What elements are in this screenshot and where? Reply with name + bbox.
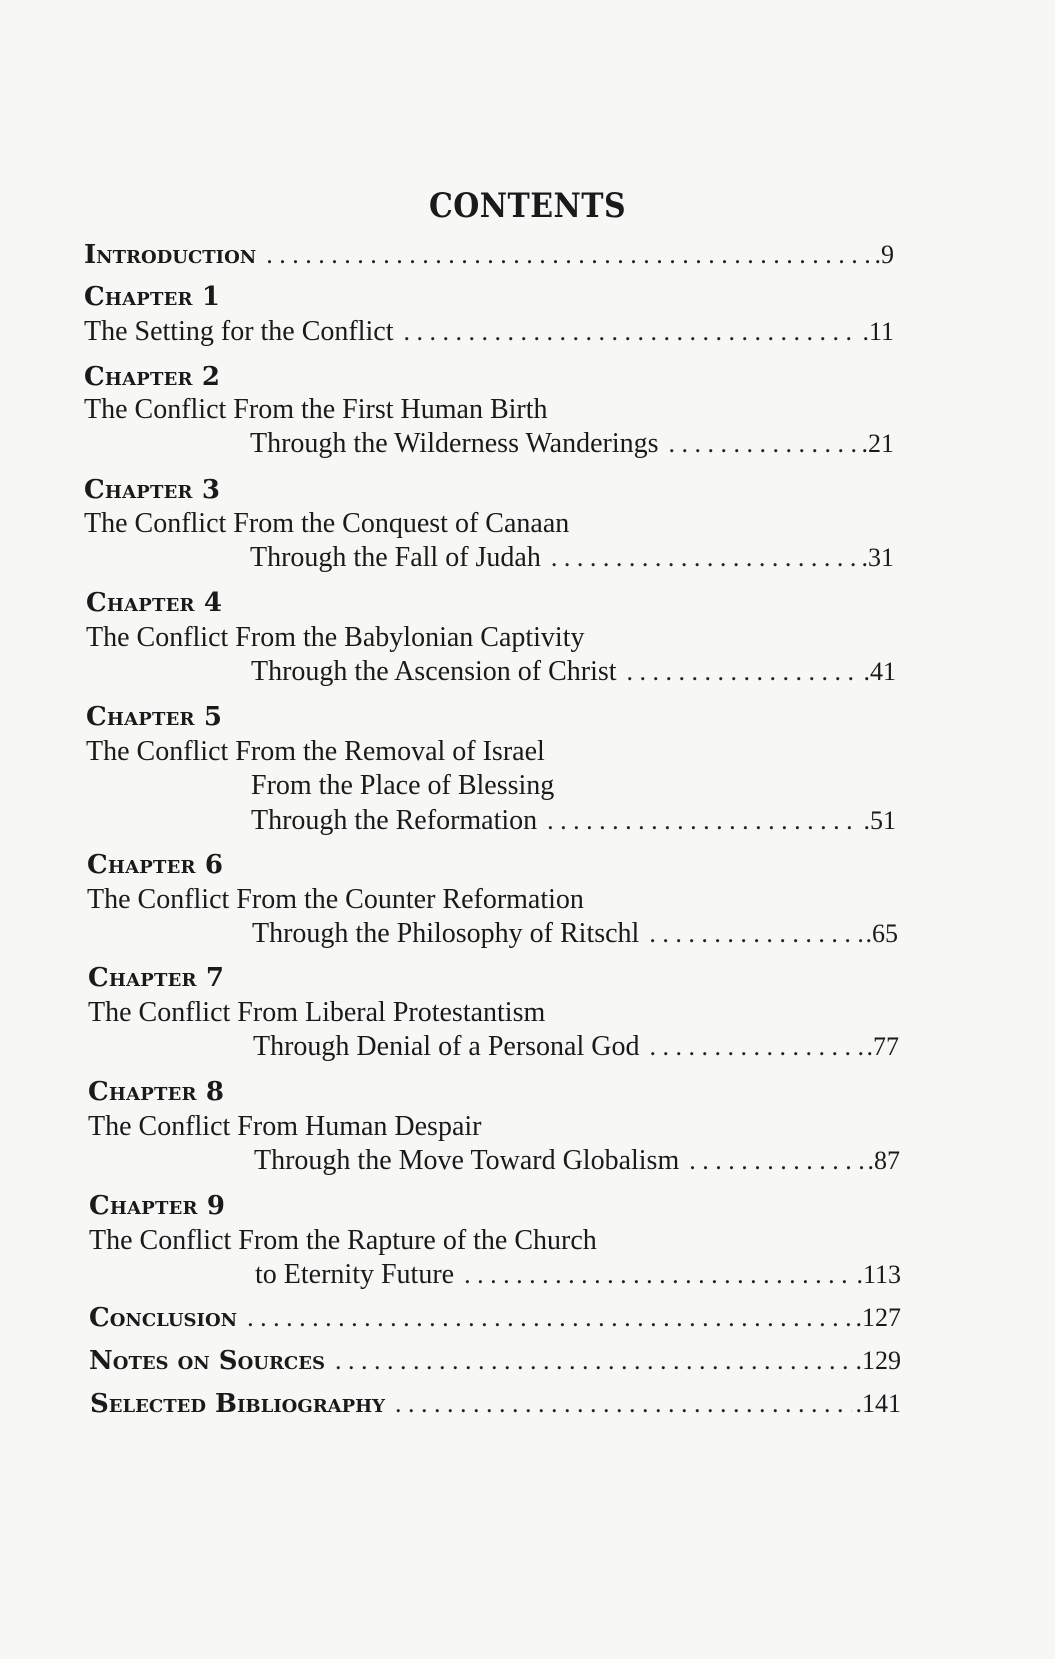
chapter-9-page-number: .113 — [856, 1260, 901, 1289]
toc-entry-chapter-7[interactable] — [253, 1031, 899, 1063]
chapter-5-title-line-2: From the Place of Blessing — [251, 770, 555, 801]
chapter-4-title-line-1: The Conflict From the Babylonian Captivity — [86, 622, 585, 653]
dot-leader — [689, 1146, 863, 1176]
toc-entry-chapter-2[interactable] — [250, 428, 894, 460]
chapter-2-page-number: .21 — [861, 429, 894, 458]
chapter-5-page-number: .51 — [863, 806, 896, 835]
toc-entry-chapter-4[interactable] — [251, 656, 896, 688]
chapter-5-title-line-1: The Conflict From the Removal of Israel — [86, 736, 545, 767]
chapter-8-title-line-1: The Conflict From Human Despair — [88, 1111, 482, 1142]
toc-entry-chapter-5[interactable] — [251, 805, 896, 837]
chapter-2-title-line-1: The Conflict From the First Human Birth — [84, 394, 548, 425]
chapter-3-heading: Chapter 3 — [84, 475, 221, 505]
chapter-2-heading: Chapter 2 — [84, 362, 221, 392]
chapter-8-page-number: .87 — [867, 1146, 900, 1175]
toc-entry-notes-on-sources[interactable] — [89, 1346, 901, 1376]
chapter-6-page-number: .65 — [865, 919, 898, 948]
selected-bibliography-label: Selected Bibliography — [90, 1389, 386, 1419]
dot-leader — [335, 1346, 852, 1376]
dot-leader — [649, 919, 861, 949]
chapter-4-heading: Chapter 4 — [86, 588, 223, 618]
notes-on-sources-label: Notes on Sources — [89, 1346, 325, 1376]
toc-entry-selected-bibliography[interactable] — [90, 1389, 901, 1419]
chapter-1-page-number: .11 — [862, 317, 894, 346]
toc-entry-introduction[interactable] — [84, 240, 894, 270]
selected-bibliography-page-number: .141 — [855, 1389, 901, 1418]
chapter-4-page-number: .41 — [863, 657, 896, 686]
introduction-page-number: .9 — [874, 240, 894, 269]
chapter-8-title-line-2: Through the Move Toward Globalism — [254, 1145, 680, 1176]
dot-leader — [395, 1389, 851, 1419]
dot-leader — [404, 317, 859, 347]
toc-entry-chapter-1[interactable] — [84, 316, 894, 348]
chapter-7-page-number: .77 — [866, 1032, 899, 1061]
notes-on-sources-page-number: .129 — [855, 1346, 901, 1375]
chapter-2-title-line-2: Through the Wilderness Wanderings — [250, 428, 659, 459]
chapter-6-title-line-2: Through the Philosophy of Ritschl — [252, 918, 640, 949]
chapter-7-heading: Chapter 7 — [88, 963, 225, 993]
chapter-8-heading: Chapter 8 — [88, 1077, 225, 1107]
chapter-5-title-line-3: Through the Reformation — [251, 805, 538, 836]
chapter-5-heading: Chapter 5 — [86, 702, 223, 732]
chapter-9-title-line-2: to Eternity Future — [255, 1259, 455, 1290]
chapter-7-title-line-1: The Conflict From Liberal Protestantism — [88, 997, 546, 1028]
dot-leader — [627, 657, 860, 687]
dot-leader — [649, 1032, 862, 1062]
page-title: CONTENTS — [428, 186, 627, 226]
chapter-6-title-line-1: The Conflict From the Counter Reformation — [87, 884, 584, 915]
chapter-1-title-line-1: The Setting for the Conflict — [84, 316, 394, 347]
toc-entry-chapter-6[interactable] — [252, 918, 898, 950]
dot-leader — [464, 1260, 852, 1290]
conclusion-label: Conclusion — [89, 1303, 238, 1333]
dot-leader — [547, 806, 859, 836]
introduction-label: Introduction — [84, 240, 257, 270]
dot-leader — [669, 429, 858, 459]
toc-entry-chapter-3[interactable] — [250, 542, 894, 574]
conclusion-page-number: .127 — [855, 1303, 901, 1332]
chapter-9-title-line-1: The Conflict From the Rapture of the Church — [89, 1225, 597, 1256]
chapter-6-heading: Chapter 6 — [87, 850, 224, 880]
dot-leader — [551, 543, 858, 573]
chapter-9-heading: Chapter 9 — [89, 1191, 226, 1221]
dot-leader — [266, 240, 870, 270]
toc-entry-conclusion[interactable] — [89, 1303, 901, 1333]
chapter-7-title-line-2: Through Denial of a Personal God — [253, 1031, 640, 1062]
chapter-3-title-line-1: The Conflict From the Conquest of Canaan — [84, 508, 570, 539]
dot-leader — [247, 1303, 851, 1333]
chapter-4-title-line-2: Through the Ascension of Christ — [251, 656, 617, 687]
chapter-3-title-line-2: Through the Fall of Judah — [250, 542, 541, 573]
toc-entry-chapter-8[interactable] — [254, 1145, 900, 1177]
chapter-3-page-number: .31 — [861, 543, 894, 572]
toc-entry-chapter-9[interactable] — [255, 1259, 901, 1291]
chapter-1-heading: Chapter 1 — [84, 282, 221, 312]
